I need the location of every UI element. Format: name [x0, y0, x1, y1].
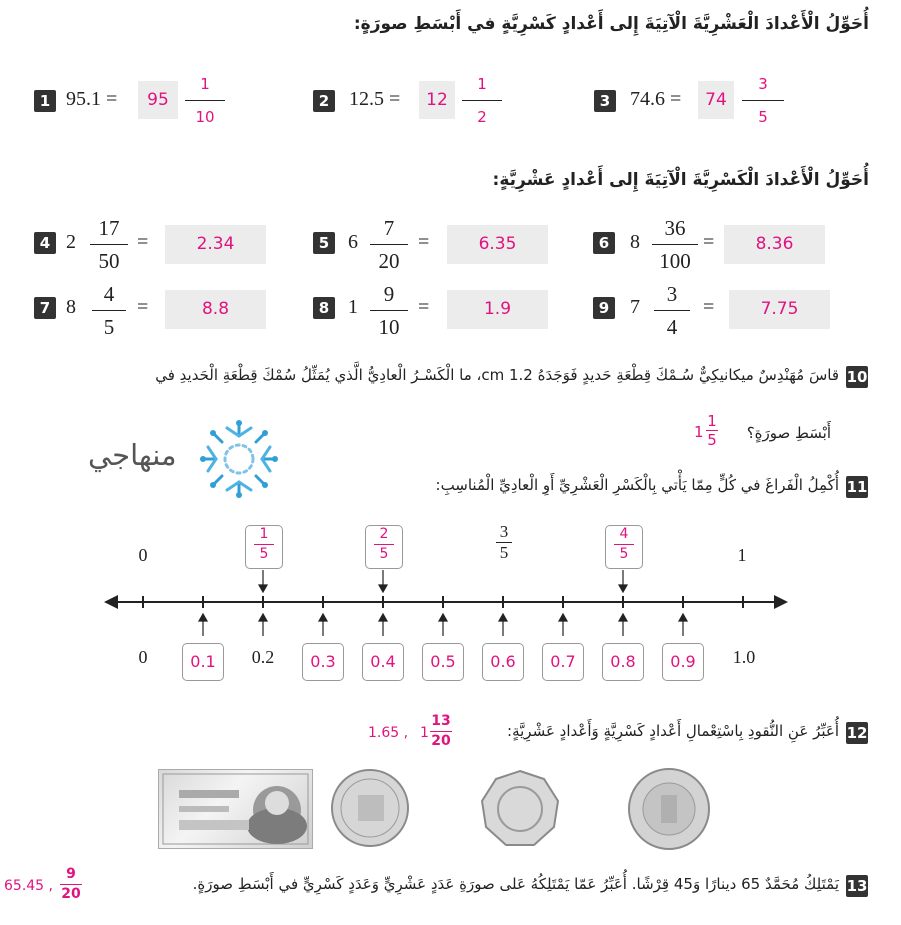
denominator: 10: [195, 108, 215, 126]
answer-box[interactable]: 1.9: [447, 290, 548, 329]
answer-box[interactable]: 6.35: [447, 225, 548, 264]
coin-image: [480, 769, 560, 853]
mixed-whole: 7: [630, 296, 640, 318]
question-number: 12: [846, 724, 868, 742]
logo-mark: [198, 418, 280, 500]
denominator: 2: [477, 108, 487, 126]
equals-sign: =: [137, 231, 149, 253]
coin-image: [627, 767, 711, 855]
q13-answer: 65.45 , 9 20: [4, 866, 81, 902]
decimal-answer-box[interactable]: 0.6: [482, 643, 524, 681]
question-text: يَمْتَلِكُ مُحَمَّدٌ 65 دينارًا وَ45 قِرْشًا. أُعَبِّرُ عَمّا يَمْتَلِكُهُ عَلى صورَةِ عَدَدٍ عَشْرِيٍّ وَعَدَدٍ كَسْرِيٍّ في أَبْسَطِ صورَةٍ.: [192, 875, 839, 893]
answer-whole-box[interactable]: 74: [698, 81, 734, 119]
decimal-answer-box[interactable]: 0.4: [362, 643, 404, 681]
exercise-number: 6: [593, 232, 615, 254]
exercise-number: 8: [313, 297, 335, 319]
top-one-label: 1: [737, 545, 747, 565]
answer-whole-box[interactable]: 95: [138, 81, 178, 119]
question-number: 13: [846, 877, 868, 895]
mixed-whole: 6: [348, 231, 358, 253]
mixed-fraction: 7 20: [370, 214, 408, 275]
mixed-fraction: 4 5: [92, 280, 126, 341]
logo-text: منهاجي: [88, 438, 177, 472]
mixed-fraction: 9 10: [370, 280, 408, 341]
exercise-expression: 95.1 =: [66, 88, 118, 110]
decimal-answer-box[interactable]: 0.3: [302, 643, 344, 681]
fraction-answer-box[interactable]: 1 5: [245, 525, 283, 569]
exercise-number: 3: [594, 90, 616, 112]
question-text: أُعَبِّرُ عَنِ النُّقودِ بِاسْتِعْمالِ أَعْدادٍ كَسْرِيَّةٍ وَأَعْدادٍ عَشْرِيَّةٍ:: [507, 722, 839, 740]
bottom-label: 1.0: [732, 647, 756, 667]
equals-sign: =: [418, 296, 430, 318]
bottom-label: 0: [138, 647, 148, 667]
question-text: قاسَ مُهَنْدِسٌ ميكانيكِيٌّ سُـمْكَ قِطْعَةِ حَديدٍ فَوَجَدَهُ 1.2 cm، ما الْكَسْـرُ الْعادِيُّ الَّذي يُمَثِّلُ سُمْكَ قِطْعَةِ الْحَديدِ في: [155, 366, 839, 384]
decimal-answer-box[interactable]: 0.5: [422, 643, 464, 681]
section1-heading: أُحَوِّلُ الْأَعْدادَ الْعَشْرِيَّةَ الْآتِيَةَ إِلى أَعْدادٍ كَسْرِيَّةٍ في أَبْسَطِ صورَةٍ:: [353, 14, 869, 34]
mixed-whole: 8: [630, 231, 640, 253]
exercise-expression: 74.6 =: [630, 88, 682, 110]
top-zero-label: 0: [138, 545, 148, 565]
coin-image: [330, 767, 410, 853]
answer-whole-box[interactable]: 12: [419, 81, 455, 119]
answer-box[interactable]: 8.8: [165, 290, 266, 329]
answer-fraction[interactable]: [185, 70, 225, 131]
banknote-image: [158, 769, 313, 849]
exercise-number: 4: [34, 232, 56, 254]
exercise-number: 9: [593, 297, 615, 319]
decimal-answer-box[interactable]: 0.9: [662, 643, 704, 681]
mixed-whole: 2: [66, 231, 76, 253]
decimal-answer-box[interactable]: 0.8: [602, 643, 644, 681]
question-number: 10: [846, 368, 868, 386]
answer-fraction[interactable]: [462, 70, 502, 131]
answer-box[interactable]: 8.36: [724, 225, 825, 264]
fraction-label: 3 5: [485, 523, 523, 562]
fraction-answer-box[interactable]: 2 5: [365, 525, 403, 569]
question-number: 11: [846, 478, 868, 496]
exercise-number: 5: [313, 232, 335, 254]
equals-sign: =: [703, 231, 715, 253]
numerator: 3: [758, 75, 768, 93]
section2-heading: أُحَوِّلُ الْأَعْدادَ الْكَسْرِيَّةَ الْآتِيَةَ إِلى أَعْدادٍ عَشْرِيَّةٍ:: [492, 170, 869, 190]
numerator: 1: [200, 75, 210, 93]
bottom-label: 0.2: [251, 647, 275, 667]
decimal-answer-box[interactable]: 0.1: [182, 643, 224, 681]
exercise-number: 2: [313, 90, 335, 112]
exercise-expression: 12.5 =: [349, 88, 401, 110]
decimal-answer-box[interactable]: 0.7: [542, 643, 584, 681]
answer-box[interactable]: 2.34: [165, 225, 266, 264]
question-text: أُكْمِلُ الْفَراغَ في كُلٍّ مِمّا يَأْتي بِالْكَسْرِ الْعَشْرِيِّ أَوِ الْعادِيِّ الْمُناسِبِ:: [435, 476, 839, 494]
mixed-whole: 1: [348, 296, 358, 318]
equals-sign: =: [703, 296, 715, 318]
answer-box[interactable]: 7.75: [729, 290, 830, 329]
mixed-fraction: 17 50: [90, 214, 128, 275]
question-text-line2: أَبْسَطِ صورَةٍ؟: [746, 424, 831, 442]
mixed-whole: 8: [66, 296, 76, 318]
answer-fraction[interactable]: [742, 70, 784, 131]
equals-sign: =: [418, 231, 430, 253]
mixed-fraction: 36 100: [652, 214, 698, 275]
numerator: 1: [477, 75, 487, 93]
mixed-fraction: 3 4: [654, 280, 690, 341]
exercise-number: 7: [34, 297, 56, 319]
exercise-number: 1: [34, 90, 56, 112]
q12-answer: 1.65 , 1 13 20: [368, 713, 451, 749]
fraction-answer-box[interactable]: 4 5: [605, 525, 643, 569]
equals-sign: =: [137, 296, 149, 318]
denominator: 5: [758, 108, 768, 126]
